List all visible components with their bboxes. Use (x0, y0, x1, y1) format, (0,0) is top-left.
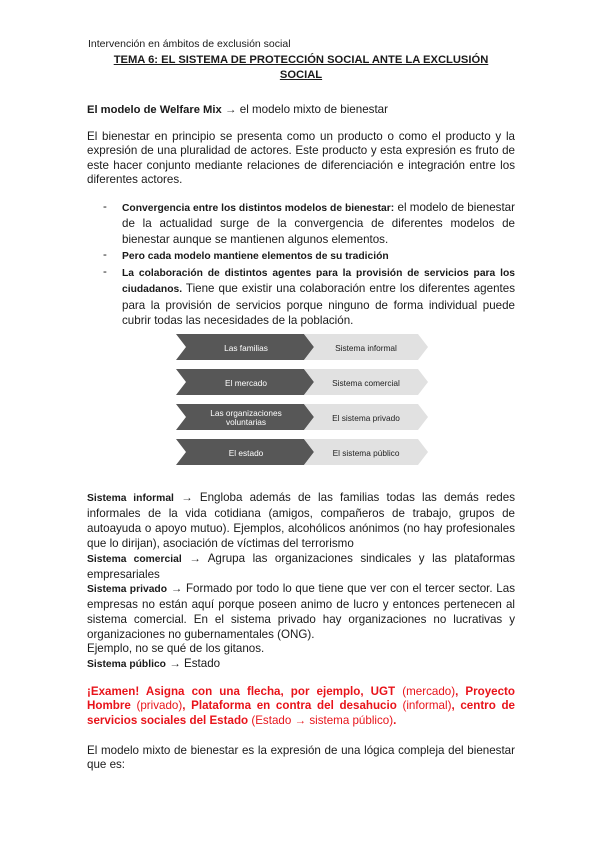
course-header: Intervención en ámbitos de exclusión social (88, 38, 291, 50)
page-title (88, 53, 514, 83)
welfare-heading (87, 102, 515, 117)
def-arrow: → (165, 656, 185, 670)
def-text: Estado (184, 656, 221, 670)
diagram-row (176, 369, 428, 395)
welfare-arrow: → (221, 103, 240, 116)
bullet-dash: - (103, 247, 107, 261)
exam-text: . (393, 713, 397, 727)
bullet-list (103, 200, 515, 329)
system-label: Sistema comercial (332, 378, 400, 388)
welfare-definition: el modelo mixto de bienestar (239, 103, 388, 116)
exam-text: (mercado) (395, 685, 456, 698)
def-text: Agrupa las organizaciones sindicales y las plataformas empresariales (87, 551, 515, 581)
title-line-1: TEMA 6: EL SISTEMA DE PROTECCIÓN SOCIAL ANTE LA EXCLUSIÓN (113, 54, 489, 66)
def-term: Sistema público (87, 658, 166, 670)
bullet-text: el modelo de bienestar de la actualidad surge de la convergencia de diferentes modelos de bienestar aunque se mantienen algunos elementos. (122, 201, 515, 246)
def-term: Sistema privado (87, 584, 168, 596)
def-privado (87, 581, 515, 642)
exam-text: , centro de servicios sociales del Estado (87, 699, 515, 727)
exam-note (87, 685, 515, 728)
diagram-row (176, 404, 428, 430)
def-publico (87, 656, 515, 672)
welfare-term: El modelo de Welfare Mix (87, 104, 222, 116)
exam-text: (privado) (130, 699, 183, 713)
system-label: El sistema privado (332, 413, 400, 423)
exam-text: , Plataforma en contra del desahucio (182, 699, 397, 713)
def-arrow: → (167, 582, 186, 596)
list-item (103, 200, 515, 247)
def-arrow: → (173, 491, 200, 504)
intro-paragraph: El bienestar en principio se presenta como un producto o como el producto y la expresión de una pluralidad de actores. Este producto y esta expresión es fruto de este hacer conjunto mediante relaciones de diferenciación e integración entre los diferentes actores. (87, 130, 515, 186)
exam-text: (informal) (396, 699, 452, 713)
diagram-row (176, 334, 428, 360)
def-example: Ejemplo, no se qué de los gitanos. (87, 642, 265, 656)
def-informal (87, 490, 515, 551)
actor-label: El estado (228, 448, 264, 458)
bullet-text: Tiene que existir una colaboración entre los diferentes agentes para la provisión de servicios porque ninguno de forma individual puede cubrir todas las necesidades de la población. (122, 282, 515, 328)
bullet-dash: - (103, 200, 107, 213)
exam-text: ¡Examen! Asigna con una flecha, por ejemplo, UGT (87, 685, 396, 698)
def-comercial (87, 551, 515, 582)
def-term: Sistema comercial (87, 553, 182, 565)
exam-text: , Proyecto Hombre (87, 685, 515, 713)
def-term: Sistema informal (87, 493, 174, 504)
actor-label: Las familias (224, 343, 268, 353)
bullet-term: Convergencia entre los distintos modelos de bienestar: (122, 203, 395, 214)
def-arrow: → (181, 551, 208, 565)
actor-label: Las organizaciones voluntarias (210, 408, 282, 427)
def-text: Formado por todo lo que tiene que ver con el tercer sector. Las empresas no están aquí porque poseen animo de lucro y entonces pertenecen al sistema comercial. En el sistema privado hay organizaciones no lucrativas y organizaciones no gubernamentales (ONG). (87, 582, 515, 642)
system-label: El sistema público (332, 448, 400, 458)
bullet-term: La colaboración de distintos agentes para la provisión de servicios para los ciudadanos. (122, 268, 515, 296)
bullet-term: Pero cada modelo mantiene elementos de su tradición (122, 250, 389, 262)
def-text: Engloba además de las familias todas las demás redes informales de la vida cotidiana (amigos, compañeros de trabajo, grupos de autoayuda o apoyo mutuo). Ejemplos, alcohólicos anónimos (no hay profesionales que lo dirijan), asociación de víctimas del terrorismo (87, 491, 515, 550)
actor-label: El mercado (225, 378, 267, 388)
closing-paragraph: El modelo mixto de bienestar es la expresión de una lógica compleja del bienestar que es: (87, 744, 515, 772)
list-item (103, 265, 515, 328)
welfare-mix-diagram (170, 327, 435, 472)
bullet-dash: - (103, 265, 107, 279)
system-definitions (87, 490, 515, 672)
system-label: Sistema informal (335, 343, 397, 353)
title-line-2: SOCIAL (279, 69, 323, 81)
exam-text: (Estado → sistema público) (248, 713, 394, 727)
diagram-row (176, 439, 428, 465)
list-item (103, 248, 515, 264)
